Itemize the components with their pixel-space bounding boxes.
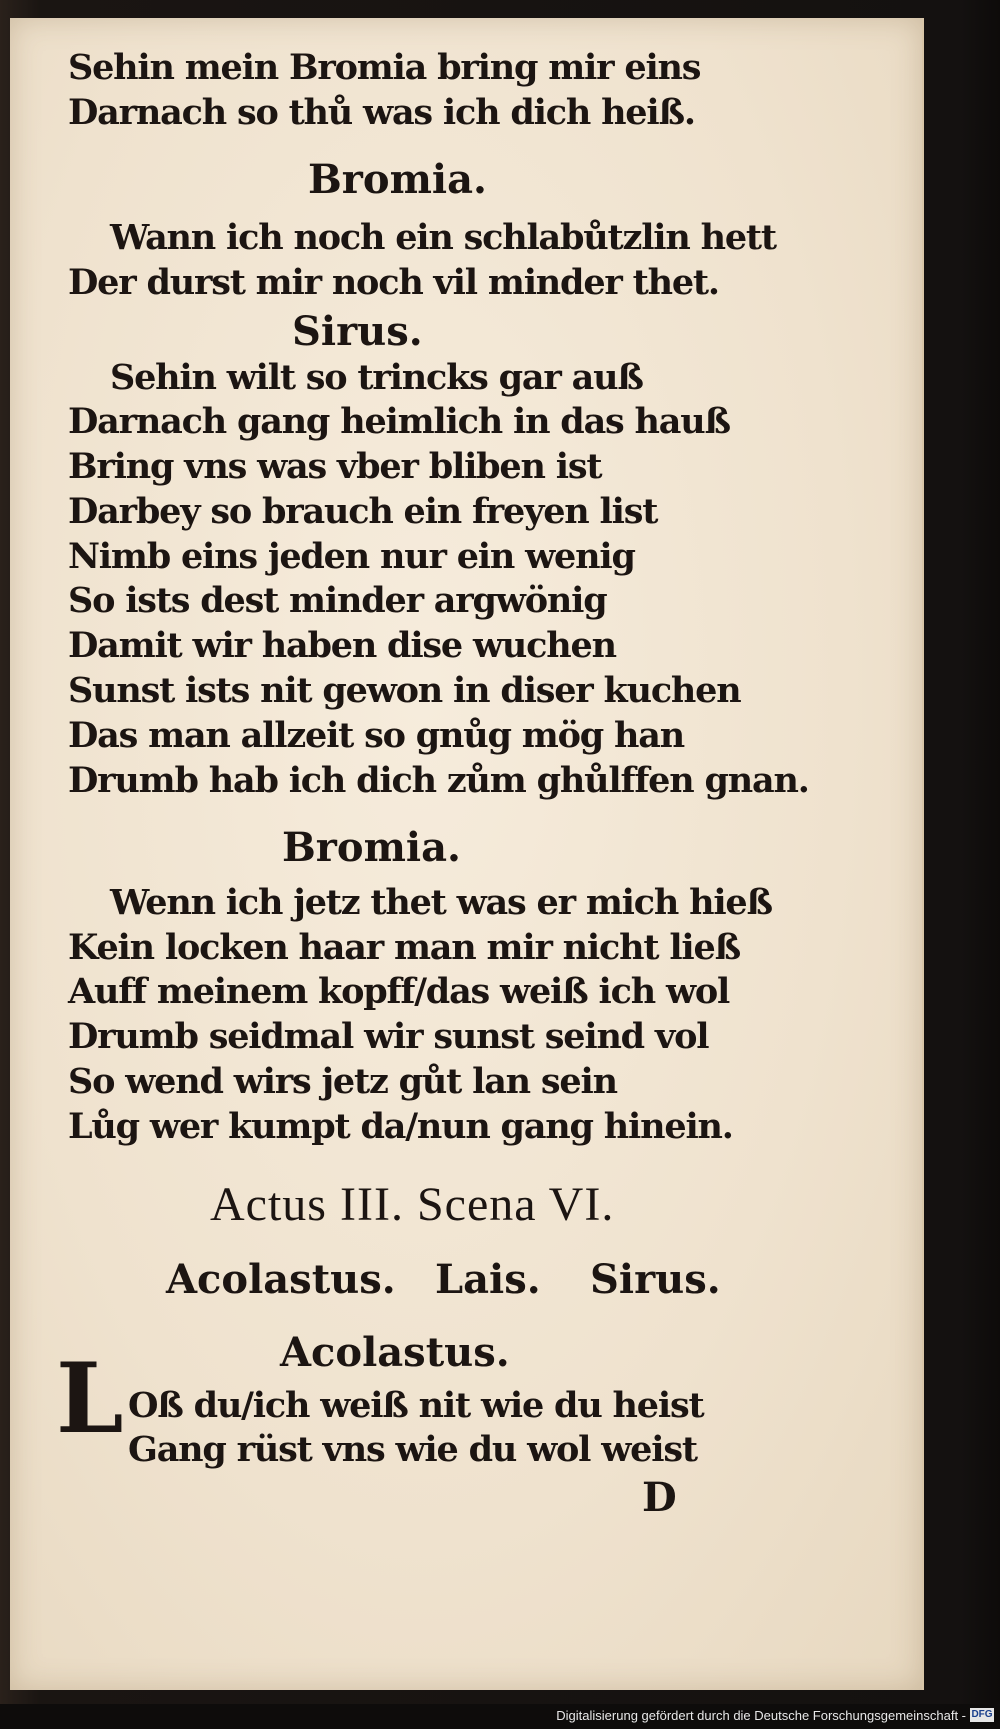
book-page <box>10 18 924 1690</box>
drop-initial: L <box>56 1342 124 1455</box>
cast-name: Acolastus. <box>166 1256 396 1303</box>
verse-line: Das man allzeit so gnůg mög han <box>68 715 684 756</box>
verse-line: Damit wir haben dise wuchen <box>68 625 616 666</box>
verse-line: Drumb hab ich dich zům ghůlffen gnan. <box>68 760 809 801</box>
verse-line: Lůg wer kumpt da/nun gang hinein. <box>68 1106 733 1147</box>
verse-line: Der durst mir noch vil minder thet. <box>68 262 719 303</box>
verse-line: Bring vns was vber bliben ist <box>68 446 602 487</box>
verse-line: Darnach so thů was ich dich heiß. <box>68 92 695 133</box>
verse-line: Darbey so brauch ein freyen list <box>68 491 658 532</box>
dfg-logo: DFG <box>971 1709 993 1720</box>
verse-line: Nimb eins jeden nur ein wenig <box>68 536 635 577</box>
verse-line: Gang rüst vns wie du wol weist <box>128 1429 697 1470</box>
verse-line: Wenn ich jetz thet was er mich hieß <box>110 882 772 923</box>
verse-line: Darnach gang heimlich in das hauß <box>68 401 730 442</box>
scene-heading: Actus III. Scena VI. <box>210 1178 615 1231</box>
speaker-name: Acolastus. <box>280 1329 510 1376</box>
catchword: D <box>642 1474 677 1521</box>
verse-line: Auff meinem kopff/das weiß ich wol <box>68 971 730 1012</box>
verse-line: Kein locken haar man mir nicht ließ <box>68 927 740 968</box>
speaker-name: Bromia. <box>282 824 461 871</box>
verse-line: So wend wirs jetz gůt lan sein <box>68 1061 617 1102</box>
speaker-name: Sirus. <box>292 308 423 355</box>
verse-line: Drumb seidmal wir sunst seind vol <box>68 1016 709 1057</box>
verse-line: So ists dest minder argwönig <box>68 580 607 621</box>
verse-line: Wann ich noch ein schlabůtzlin hett <box>110 217 776 258</box>
verse-line: Sehin wilt so trincks gar auß <box>110 357 643 398</box>
digitization-credit: Digitalisierung gefördert durch die Deutsche Forschungsgemeinschaft - <box>556 1708 966 1723</box>
speaker-name: Bromia. <box>308 156 487 203</box>
verse-line: Sehin mein Bromia bring mir eins <box>68 47 701 88</box>
cast-name: Lais. <box>435 1256 541 1303</box>
cast-name: Sirus. <box>590 1256 721 1303</box>
verse-line: Sunst ists nit gewon in diser kuchen <box>68 670 741 711</box>
verse-line: Oß du/ich weiß nit wie du heist <box>128 1385 704 1426</box>
